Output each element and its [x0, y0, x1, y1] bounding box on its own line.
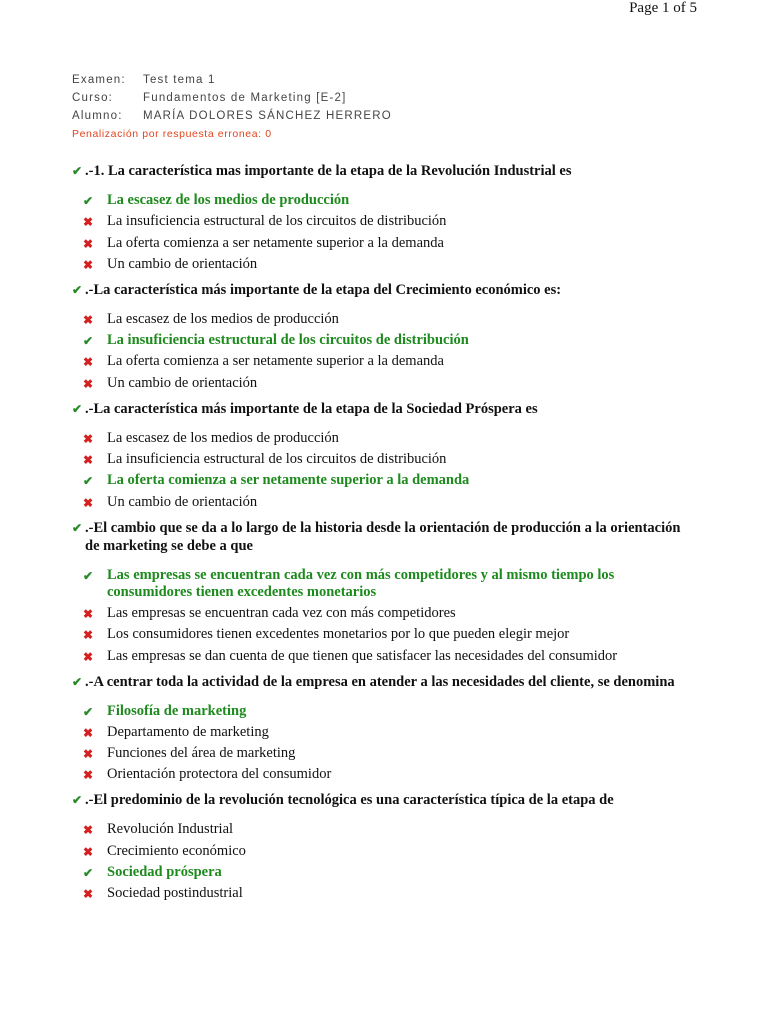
question-block [72, 400, 692, 511]
cross-icon: ✖ [83, 628, 94, 643]
question-text: .-La característica más importante de la etapa del Crecimiento económico es: [85, 281, 562, 298]
cross-icon: ✖ [83, 844, 94, 859]
course-value: Fundamentos de Marketing [E-2] [143, 92, 347, 104]
cross-icon: ✖ [83, 495, 94, 510]
check-icon: ✔ [83, 704, 94, 719]
answer-text: La escasez de los medios de producción [107, 310, 339, 327]
answer-text: La escasez de los medios de producción [107, 192, 350, 208]
check-icon: ✔ [72, 282, 83, 297]
answer-option-correct [72, 864, 692, 881]
answer-option [72, 766, 692, 783]
answer-option [72, 648, 692, 665]
answer-option-correct [72, 703, 692, 720]
page-number: Page 1 of 5 [629, 0, 697, 16]
cross-icon: ✖ [83, 355, 94, 370]
question-block [72, 791, 692, 902]
question-block [72, 673, 692, 784]
answer-option [72, 430, 692, 447]
answer-text: Las empresas se encuentran cada vez con más competidores y al mismo tiempo los consumidores tienen excedentes monetarios [107, 566, 615, 600]
answer-text: Funciones del área de marketing [107, 745, 296, 762]
cross-icon: ✖ [83, 747, 94, 762]
check-icon: ✔ [72, 164, 83, 178]
question-text: .-El predominio de la revolución tecnológica es una característica típica de la etapa de [85, 792, 614, 809]
answer-text: La insuficiencia estructural de los circuitos de distribución [107, 451, 447, 468]
answer-text: La oferta comienza a ser netamente superior a la demanda [107, 234, 444, 251]
cross-icon: ✖ [83, 257, 94, 272]
question-text: .-El cambio que se da a lo largo de la historia desde la orientación de producción a la orientación de marketing se debe a que [85, 519, 681, 554]
check-icon: ✔ [72, 520, 83, 535]
question-header [72, 791, 692, 809]
answer-option [72, 256, 692, 273]
answer-text: Orientación protectora del consumidor [107, 766, 332, 783]
answer-option-correct [72, 472, 692, 489]
answer-option [72, 605, 692, 622]
course-row [72, 89, 392, 107]
answer-text: Departamento de marketing [107, 723, 269, 740]
answer-option [72, 745, 692, 762]
exam-header [72, 71, 392, 143]
answer-text: Las empresas se dan cuenta de que tienen que satisfacer las necesidades del consumidor [107, 647, 618, 664]
answer-text: La insuficiencia estructural de los circuitos de distribución [107, 332, 469, 349]
answer-option [72, 451, 692, 468]
answer-option-correct [72, 332, 692, 349]
answer-text: Revolución Industrial [107, 821, 234, 838]
cross-icon: ✖ [83, 823, 94, 838]
cross-icon: ✖ [83, 376, 94, 391]
exam-label: Examen: [72, 74, 126, 86]
question-block [72, 519, 692, 665]
check-icon: ✔ [83, 568, 94, 583]
question-header [72, 400, 692, 418]
exam-value: Test tema 1 [143, 74, 216, 86]
question-header [72, 519, 692, 555]
answer-text: Sociedad próspera [107, 864, 222, 881]
check-icon: ✔ [83, 194, 94, 208]
answer-option [72, 626, 692, 643]
student-value: MARÍA DOLORES SÁNCHEZ HERRERO [143, 110, 392, 122]
question-header [72, 281, 692, 299]
answer-text: Filosofía de marketing [107, 702, 247, 719]
answer-text: Crecimiento económico [107, 842, 246, 859]
answer-option-correct [72, 567, 692, 601]
cross-icon: ✖ [83, 431, 94, 446]
cross-icon: ✖ [83, 725, 94, 740]
question-text: .-1. La característica mas importante de la etapa de la Revolución Industrial es [85, 163, 572, 179]
check-icon: ✔ [72, 674, 83, 689]
answer-option [72, 353, 692, 370]
student-label: Alumno: [72, 110, 123, 122]
answer-option [72, 821, 692, 838]
cross-icon: ✖ [83, 649, 94, 664]
answer-text: Un cambio de orientación [107, 493, 258, 510]
answer-option [72, 235, 692, 252]
question-text: .-La característica más importante de la etapa de la Sociedad Próspera es [85, 400, 538, 417]
question-block [72, 162, 692, 273]
answer-option [72, 311, 692, 328]
cross-icon: ✖ [83, 453, 94, 468]
check-icon: ✔ [72, 793, 83, 808]
answer-text: La oferta comienza a ser netamente superior a la demanda [107, 472, 470, 489]
check-icon: ✔ [72, 401, 83, 416]
answer-option [72, 724, 692, 741]
student-row [72, 107, 392, 125]
cross-icon: ✖ [83, 887, 94, 902]
course-label: Curso: [72, 92, 114, 104]
answer-text: Un cambio de orientación [107, 374, 258, 391]
answer-option [72, 843, 692, 860]
answer-option-correct [72, 192, 692, 209]
cross-icon: ✖ [83, 236, 94, 251]
cross-icon: ✖ [83, 215, 94, 230]
answer-option [72, 375, 692, 392]
answer-option [72, 494, 692, 511]
answer-option [72, 213, 692, 230]
question-header [72, 162, 692, 180]
answer-text: La escasez de los medios de producción [107, 429, 339, 446]
cross-icon: ✖ [83, 606, 94, 621]
answer-text: Sociedad postindustrial [107, 885, 243, 902]
check-icon: ✔ [83, 866, 94, 881]
exam-row [72, 71, 392, 89]
answer-text: La insuficiencia estructural de los circuitos de distribución [107, 213, 447, 230]
answer-text: La oferta comienza a ser netamente superior a la demanda [107, 353, 444, 370]
cross-icon: ✖ [83, 312, 94, 327]
question-header [72, 673, 692, 691]
cross-icon: ✖ [83, 768, 94, 783]
check-icon: ✔ [83, 474, 94, 489]
penalty-note: Penalización por respuesta erronea: 0 [72, 128, 272, 140]
answer-option [72, 885, 692, 902]
question-block [72, 281, 692, 392]
answer-text: Las empresas se encuentran cada vez con más competidores [107, 604, 456, 621]
question-text: .-A centrar toda la actividad de la empresa en atender a las necesidades del cliente, se denomina [85, 673, 675, 690]
check-icon: ✔ [83, 334, 94, 349]
answer-text: Los consumidores tienen excedentes monetarios por lo que pueden elegir mejor [107, 626, 570, 643]
question-list [72, 162, 692, 910]
answer-text: Un cambio de orientación [107, 255, 258, 272]
